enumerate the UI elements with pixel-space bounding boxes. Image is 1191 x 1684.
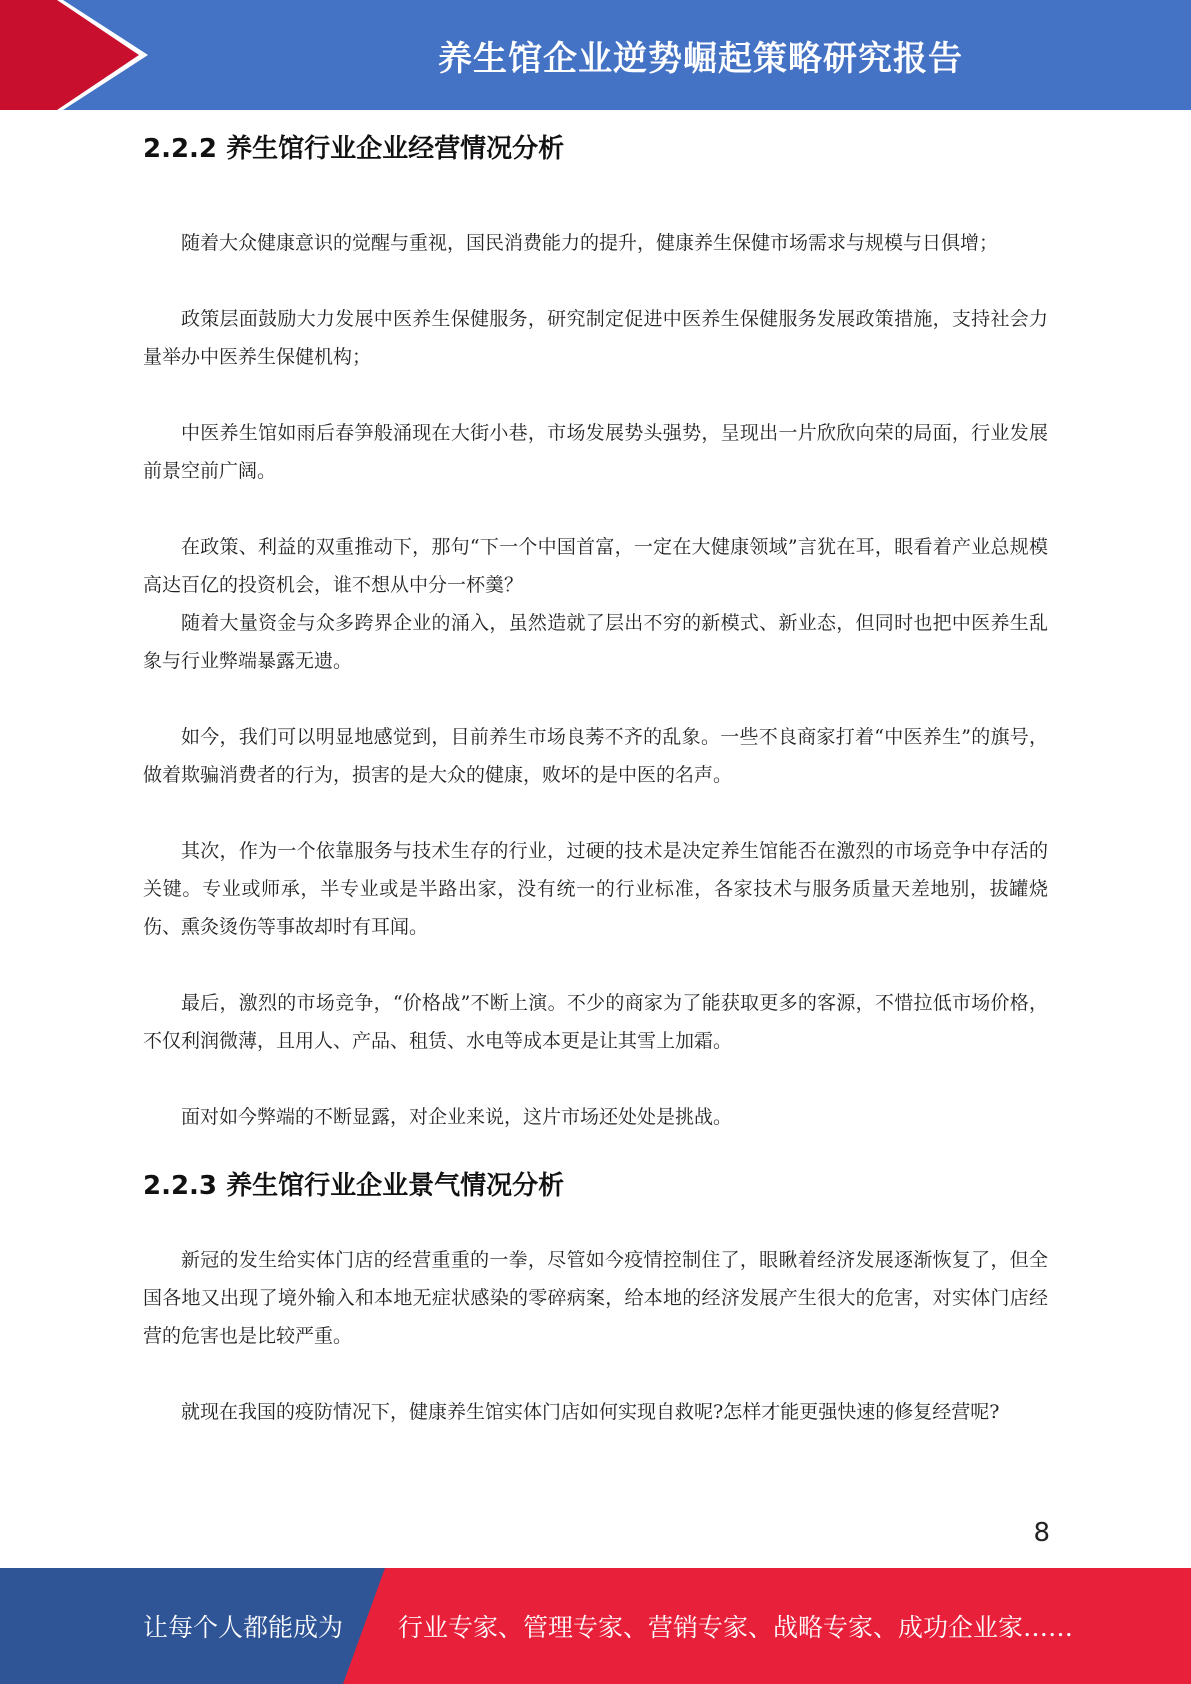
paragraph: 随着大量资金与众多跨界企业的涌入，虽然造就了层出不穷的新模式、新业态，但同时也把中医养生乱象与行业弊端暴露无遗。 bbox=[143, 612, 1048, 672]
page-content bbox=[143, 110, 1048, 1431]
paragraph: 随着大众健康意识的觉醒与重视，国民消费能力的提升，健康养生保健市场需求与规模与日俱增； bbox=[181, 232, 999, 254]
section-title-2-2-2: 2.2.2 养生馆行业企业经营情况分析 bbox=[143, 134, 565, 164]
paragraph: 最后，激烈的市场竞争，“价格战”不断上演。不少的商家为了能获取更多的客源，不惜拉低市场价格，不仅利润微薄，且用人、产品、租赁、水电等成本更是让其雪上加霜。 bbox=[143, 992, 1048, 1052]
header-band bbox=[0, 0, 1191, 110]
header-arrow-decoration bbox=[0, 0, 160, 110]
footer-slogan-right: 行业专家、管理专家、营销专家、战略专家、成功企业家…… bbox=[398, 1613, 1074, 1642]
paragraph: 其次，作为一个依靠服务与技术生存的行业，过硬的技术是决定养生馆能否在激烈的市场竞争中存活的关键。专业或师承，半专业或是半路出家，没有统一的行业标准，各家技术与服务质量天差地别，拔罐烧伤、熏灸烫伤等事故却时有耳闻。 bbox=[143, 840, 1048, 938]
paragraph: 如今，我们可以明显地感觉到，目前养生市场良莠不齐的乱象。一些不良商家打着“中医养生”的旗号，做着欺骗消费者的行为，损害的是大众的健康，败坏的是中医的名声。 bbox=[143, 726, 1048, 786]
paragraph: 在政策、利益的双重推动下，那句“下一个中国首富，一定在大健康领域”言犹在耳，眼看着产业总规模高达百亿的投资机会，谁不想从中分一杯羹？ bbox=[143, 536, 1048, 596]
paragraph: 新冠的发生给实体门店的经营重重的一拳，尽管如今疫情控制住了，眼瞅着经济发展逐渐恢复了，但全国各地又出现了境外输入和本地无症状感染的零碎病案，给本地的经济发展产生很大的危害，对实体门店经营的危害也是比较严重。 bbox=[143, 1249, 1048, 1347]
page-number: 8 bbox=[1033, 1518, 1050, 1548]
paragraph: 中医养生馆如雨后春笋般涌现在大街小巷，市场发展势头强势，呈现出一片欣欣向荣的局面，行业发展前景空前广阔。 bbox=[143, 422, 1048, 482]
footer-slogan-left: 让每个人都能成为 bbox=[143, 1613, 344, 1642]
footer-band bbox=[0, 1568, 1191, 1684]
report-title: 养生馆企业逆势崛起策略研究报告 bbox=[438, 38, 963, 79]
section-title-2-2-3: 2.2.3 养生馆行业企业景气情况分析 bbox=[143, 1171, 565, 1201]
paragraph: 就现在我国的疫防情况下，健康养生馆实体门店如何实现自救呢?怎样才能更强快速的修复经营呢? bbox=[181, 1401, 1000, 1423]
paragraph: 政策层面鼓励大力发展中医养生保健服务，研究制定促进中医养生保健服务发展政策措施，支持社会力量举办中医养生保健机构； bbox=[143, 308, 1048, 368]
paragraph: 面对如今弊端的不断显露，对企业来说，这片市场还处处是挑战。 bbox=[181, 1106, 733, 1128]
